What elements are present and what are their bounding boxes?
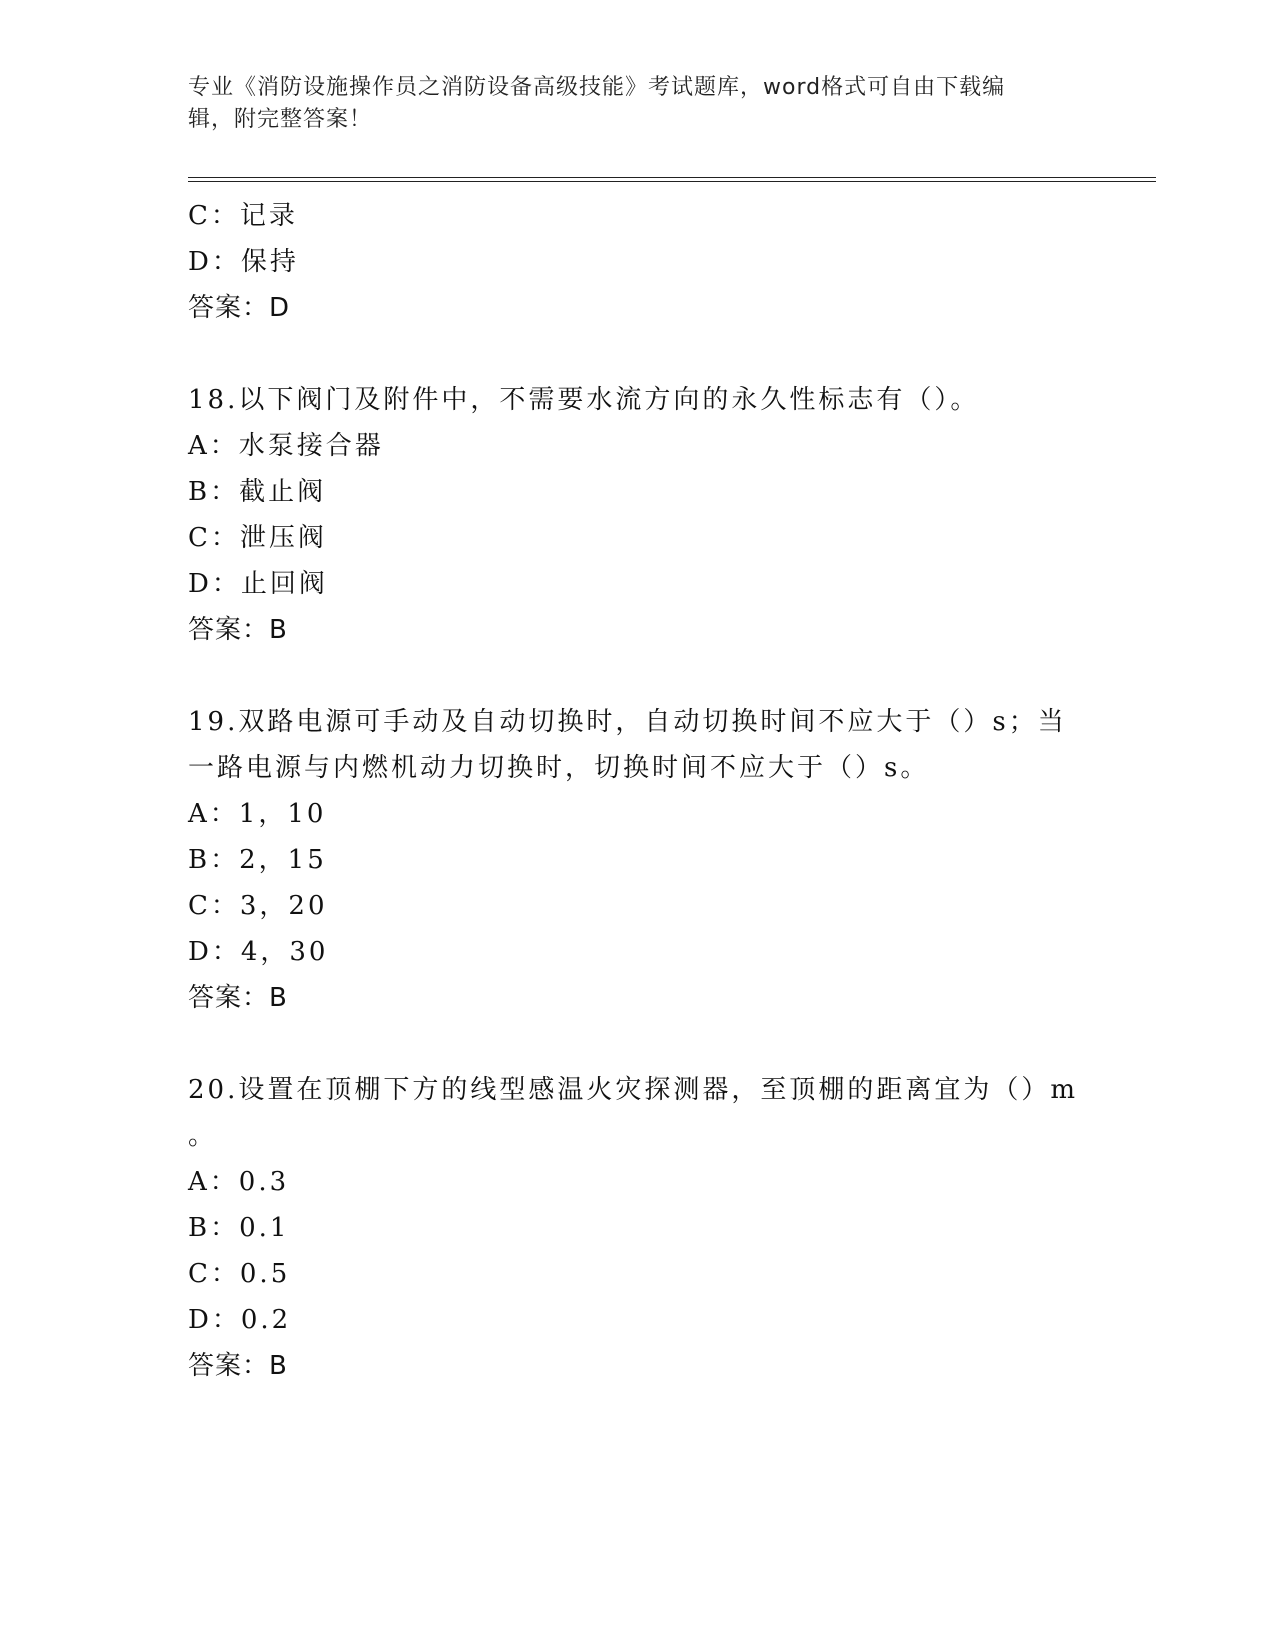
option-a: A：水泵接合器 bbox=[188, 431, 384, 461]
option-d: D：保持 bbox=[188, 247, 299, 277]
header-divider-bottom bbox=[188, 181, 1156, 182]
answer-line: 答案：B bbox=[188, 615, 288, 645]
question-text-line-2: 一路电源与内燃机动力切换时，切换时间不应大于（）s。 bbox=[188, 753, 930, 783]
question-17-continued bbox=[188, 193, 1088, 331]
question-19 bbox=[188, 699, 1088, 1021]
header-line-1: 专业《消防设施操作员之消防设备高级技能》考试题库，word格式可自由下载编 bbox=[188, 75, 1006, 100]
option-b: B：截止阀 bbox=[188, 477, 327, 507]
option-a: A：0.3 bbox=[188, 1167, 290, 1197]
question-text-line-1: 19.双路电源可手动及自动切换时，自动切换时间不应大于（）s；当 bbox=[188, 707, 1067, 737]
option-d: D：4，30 bbox=[188, 937, 329, 967]
document-header bbox=[188, 72, 1068, 136]
option-b: B：2，15 bbox=[188, 845, 327, 875]
question-text-line-1: 20.设置在顶棚下方的线型感温火灾探测器，至顶棚的距离宜为（）m bbox=[188, 1075, 1079, 1105]
option-d: D：0.2 bbox=[188, 1305, 292, 1335]
question-20 bbox=[188, 1067, 1088, 1389]
option-d: D：止回阀 bbox=[188, 569, 328, 599]
spacer bbox=[188, 331, 1088, 377]
option-a: A：1，10 bbox=[188, 799, 327, 829]
question-text-line-2: 。 bbox=[188, 1121, 218, 1151]
question-text: 18.以下阀门及附件中，不需要水流方向的永久性标志有（）。 bbox=[188, 385, 980, 415]
answer-line: 答案：D bbox=[188, 293, 291, 323]
option-c: C：3，20 bbox=[188, 891, 328, 921]
answer-line: 答案：B bbox=[188, 1351, 288, 1381]
option-c: C：0.5 bbox=[188, 1259, 291, 1289]
answer-line: 答案：B bbox=[188, 983, 288, 1013]
option-b: B：0.1 bbox=[188, 1213, 290, 1243]
question-list bbox=[188, 193, 1088, 1389]
option-c: C：记录 bbox=[188, 201, 298, 231]
spacer bbox=[188, 1021, 1088, 1067]
spacer bbox=[188, 653, 1088, 699]
header-line-2: 辑，附完整答案！ bbox=[188, 107, 373, 132]
option-c: C：泄压阀 bbox=[188, 523, 327, 553]
question-18 bbox=[188, 377, 1088, 653]
header-divider-top bbox=[188, 177, 1156, 178]
